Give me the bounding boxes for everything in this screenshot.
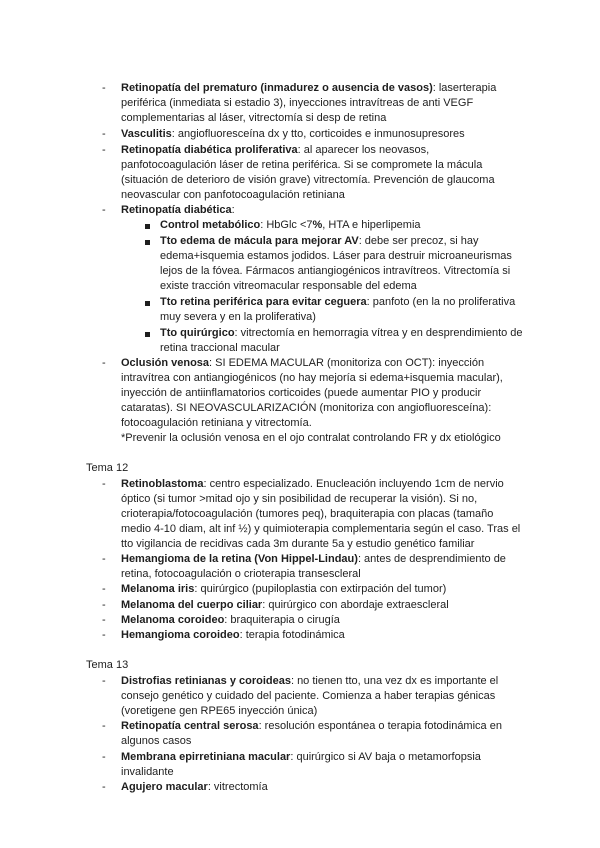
item-title: Melanoma del cuerpo ciliar [121,599,263,611]
square-bullet-icon [145,224,150,229]
item-text: : vitrectomía [207,781,268,793]
item-text: inyección de antiinflamatorios corticoides (puede aumentar PIO y producir [121,387,482,399]
item-text: muy severa y en la proliferativa) [160,311,316,323]
square-bullet-icon [145,332,150,337]
list-item [121,750,481,765]
square-bullet-icon [145,240,150,245]
item-text: tto vigilancia de recidivas cada 3m durante 5a y estudio genético familiar [121,538,475,550]
item-text: : angiofluoresceína dx y tto, corticoides e inmunosupresores [171,128,465,140]
item-text: crioterapia/fotocoagulación (tumores peq), braquiterapia con placas (tamaño [121,508,494,520]
list-bullet: - [102,583,106,595]
item-text: consejo genético y cuidado del paciente. Comienza a haber terapias génicas [121,690,496,702]
item-text: : quirúrgico (pupiloplastia con extirpación del tumor) [194,583,447,595]
item-title: Melanoma coroideo [121,614,225,626]
item-text: periférica (inmediata si estadio 3), inyecciones intravítreas de anti VEGF [121,97,474,109]
item-title: Retinopatía diabética proliferativa [121,144,298,156]
item-text: algunos casos [121,735,192,747]
item-title: Distrofias retinianas y coroideas [121,675,291,687]
list-item [121,143,429,158]
list-bullet: - [102,751,106,763]
list-item [121,613,340,628]
item-text: *Prevenir la oclusión venosa en el ojo contralat controlando FR y dx etiológico [121,432,501,444]
item-text: intravítrea con antiangiogénicos (no hay mejoría si edema+isquemia macular), [121,372,503,384]
list-bullet: - [102,144,106,156]
list-item [121,81,496,96]
list-bullet: - [102,82,106,94]
item-title: Control metabólico [160,219,261,231]
item-title: Retinopatía central serosa [121,720,259,732]
list-item [121,674,498,689]
list-item [121,582,446,597]
item-text: : vitrectomía en hemorragia vítrea y en desprendimiento de [234,327,523,339]
list-item [121,127,465,142]
item-text: (voretigene gen RPE65 inyección única) [121,705,318,717]
list-bullet: - [102,629,106,641]
item-text: : resolución espontánea o terapia fotodinámica en [258,720,502,732]
item-text: (situación de deterioro de visión grave) vitrectomía. Prevención de glaucoma [121,174,495,186]
item-text: complementarias al láser, vitrectomía si desp de retina [121,112,387,124]
item-text: lejos de la fóvea. Fármacos antiangiogénicos intravítreos. Vitrectomía si [160,265,511,277]
list-bullet: - [102,781,106,793]
item-text: fotocoagulación retiniana y vitrectomía. [121,417,312,429]
item-text: : laserterapia [432,82,497,94]
list-bullet: - [102,553,106,565]
item-text: panfotocoagulación láser de retina periférica. Si se compromete la mácula [121,159,483,171]
item-text: existe tracción vitreomacular responsable del edema [160,280,417,292]
item-text: cataratas). SI NEOVASCULARIZACIÓN (monitoriza con angiofluoresceína): [121,402,492,414]
item-text: edema+isquemia estamos jodidos. Láser para destruir microaneurismas [160,250,512,262]
square-bullet-icon [145,301,150,306]
section-heading-tema12: Tema 12 [86,462,129,474]
list-bullet: - [102,204,106,216]
list-item [121,628,345,643]
item-text: retina, fotocoagulación o crioterapia transescleral [121,568,361,580]
item-text: : al aparecer los neovasos, [297,144,430,156]
list-item [121,356,484,371]
list-item [121,552,506,567]
item-text: : quirúrgico si AV baja o metamorfopsia [290,751,481,763]
list-bullet: - [102,357,106,369]
item-title: Tto quirúrgico [160,327,235,339]
item-text: medio 4-10 diam, alt inf ½) y quimioterapia complementaria según el caso. Tras el [121,523,521,535]
item-title: Hemangioma de la retina (Von Hippel-Lindau) [121,553,358,565]
item-title: Membrana epirretiniana macular [121,751,291,763]
item-text: , HTA e hiperlipemia [322,219,421,231]
item-text-bold: % [312,219,323,231]
item-text: : terapia fotodinámica [239,629,345,641]
sub-list-item [160,234,479,249]
item-title: Retinopatía del prematuro (inmadurez o ausencia de vasos) [121,82,433,94]
list-item [121,719,502,734]
item-title: Retinoblastoma [121,478,204,490]
item-title: Agujero macular [121,781,208,793]
item-title: Tto retina periférica para evitar ceguera [160,296,367,308]
sub-list-item [160,295,515,310]
list-bullet: - [102,675,106,687]
sub-list-item [160,218,421,233]
item-text: : antes de desprendimiento de [357,553,506,565]
list-item [121,203,235,218]
item-text: invalidante [121,766,174,778]
item-text: : panfoto (en la no proliferativa [366,296,516,308]
section-heading-tema13: Tema 13 [86,659,129,671]
item-title: Tto edema de mácula para mejorar AV [160,235,359,247]
item-text: óptico (si tumor >mitad ojo y sin posibilidad de recuperar la visión). Si no, [121,493,478,505]
sub-list-item [160,326,523,341]
list-bullet: - [102,599,106,611]
item-text: neovascular con panfotocoagulación retiniana [121,189,345,201]
item-text: : no tienen tto, una vez dx es importante el [290,675,499,687]
list-bullet: - [102,614,106,626]
item-title: Oclusión venosa [121,357,210,369]
list-bullet: - [102,478,106,490]
item-title: Melanoma iris [121,583,195,595]
item-text: retina traccional macular [160,342,280,354]
list-item [121,598,449,613]
item-text: : [231,204,235,216]
list-bullet: - [102,720,106,732]
list-item [121,780,268,795]
list-bullet: - [102,128,106,140]
item-text: : braquiterapia o cirugía [224,614,340,626]
item-text: : HbGlc <7 [260,219,313,231]
item-title: Retinopatía diabética [121,204,232,216]
item-text: : quirúrgico con abordaje extraescleral [262,599,449,611]
list-item [121,477,504,492]
item-title: Vasculitis [121,128,172,140]
item-text: : centro especializado. Enucleación incluyendo 1cm de nervio [203,478,504,490]
item-title: Hemangioma coroideo [121,629,240,641]
item-text: : SI EDEMA MACULAR (monitoriza con OCT): inyección [209,357,485,369]
item-text: : debe ser precoz, si hay [358,235,479,247]
